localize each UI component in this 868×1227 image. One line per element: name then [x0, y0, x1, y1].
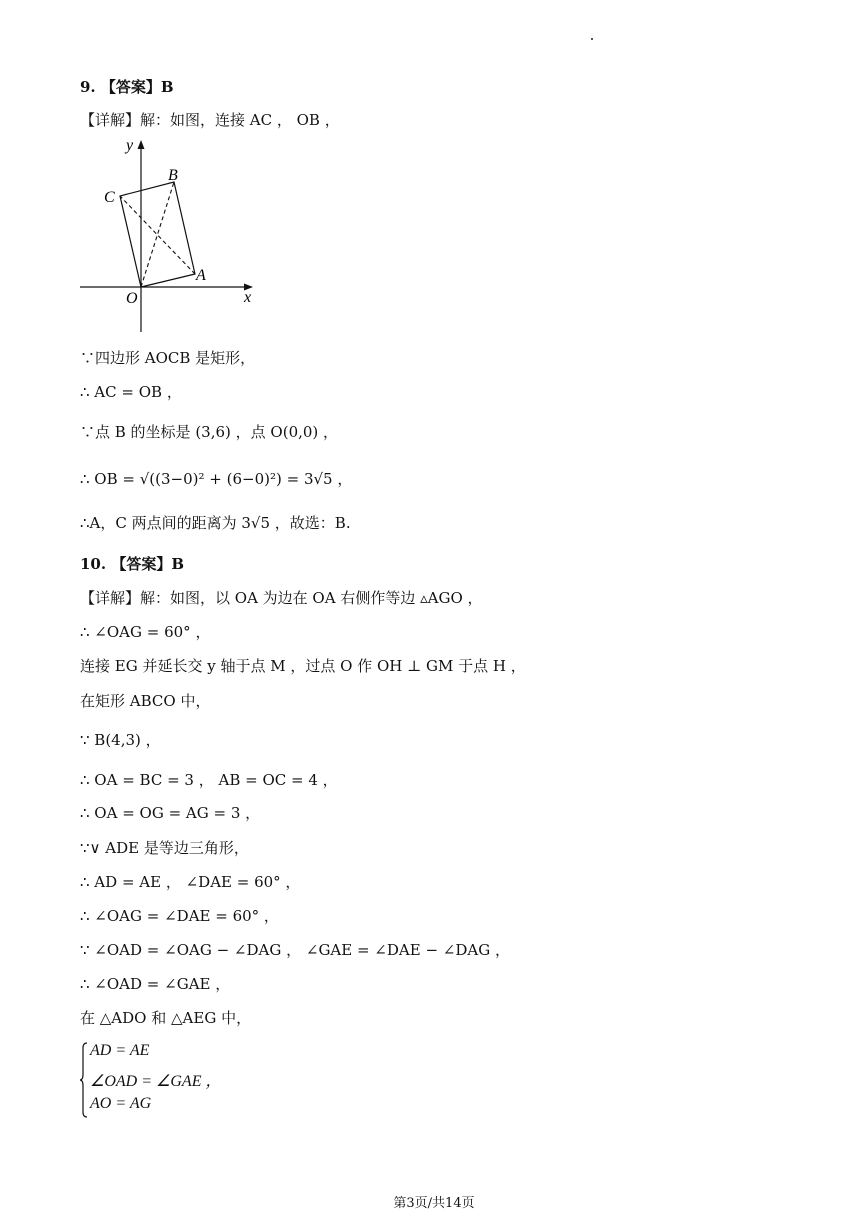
q10-line-12: ∴ ∠OAD = ∠GAE ，	[80, 975, 231, 993]
system-brace	[80, 1042, 88, 1118]
q10-line-5: ∵ B(4,3) ，	[80, 731, 161, 749]
q10-line-10: ∴ ∠OAG = ∠DAE = 60° ，	[80, 907, 279, 925]
diagonal-OB	[141, 182, 174, 287]
q9-line-1: ∵四边形 AOCB 是矩形，	[80, 349, 256, 367]
q10-line-4: 在矩形 ABCO 中，	[80, 692, 211, 710]
rectangle-AOCB	[120, 182, 195, 287]
q10-line-13: 在 △ADO 和 △AEG 中，	[80, 1009, 252, 1027]
q10-answer-header: 10. 【答案】B	[80, 555, 184, 573]
label-x: x	[244, 289, 252, 306]
q10-line-6: ∴ OA = BC = 3 ， AB = OC = 4 ，	[80, 771, 338, 789]
label-A: A	[196, 267, 206, 284]
q9-figure	[78, 136, 268, 336]
label-B: B	[168, 167, 178, 184]
q10-line-3: 连接 EG 并延长交 y 轴于点 M ，过点 O 作 OH ⊥ GM 于点 H ，	[80, 657, 526, 675]
label-O: O	[126, 290, 138, 307]
system-line-2: ∠OAD = ∠GAE ，	[90, 1073, 222, 1090]
q9-answer-header: 9. 【答案】B	[80, 78, 174, 96]
q10-line-2: ∴ ∠OAG = 60° ，	[80, 623, 211, 641]
q9-line-3: ∵点 B 的坐标是 (3,6) ，点 O(0,0) ，	[80, 423, 339, 441]
q10-line-7: ∴ OA = OG = AG = 3 ，	[80, 804, 261, 822]
q10-line-9: ∴ AD = AE ， ∠DAE = 60° ，	[80, 873, 301, 891]
page-dot	[591, 38, 593, 40]
system-line-3: AO = AG	[90, 1095, 152, 1112]
q10-line-11: ∵ ∠OAD = ∠OAG − ∠DAG ， ∠GAE = ∠DAE − ∠DAG ，	[80, 941, 510, 959]
system-line-1: AD = AE	[90, 1042, 150, 1059]
y-axis-arrow	[138, 140, 145, 149]
label-C: C	[104, 189, 115, 206]
q9-line-4: ∴ OB = √((3−0)² + (6−0)²) = 3√5 ，	[80, 470, 353, 488]
q9-detail-intro: 【详解】解：如图，连接 AC ， OB ，	[80, 111, 340, 129]
q9-line-2: ∴ AC = OB ，	[80, 383, 182, 401]
q9-line-5: ∴A，C 两点间的距离为 3√5 ，故选：B.	[80, 514, 351, 532]
label-y: y	[126, 137, 134, 154]
diagonal-AC	[120, 196, 195, 274]
q10-line-1: 【详解】解：如图，以 OA 为边在 OA 右侧作等边 ▵AGO ，	[80, 589, 483, 607]
page-footer: 第3页/共14页	[393, 1196, 475, 1211]
q10-line-8: ∵∨ ADE 是等边三角形，	[80, 839, 249, 857]
